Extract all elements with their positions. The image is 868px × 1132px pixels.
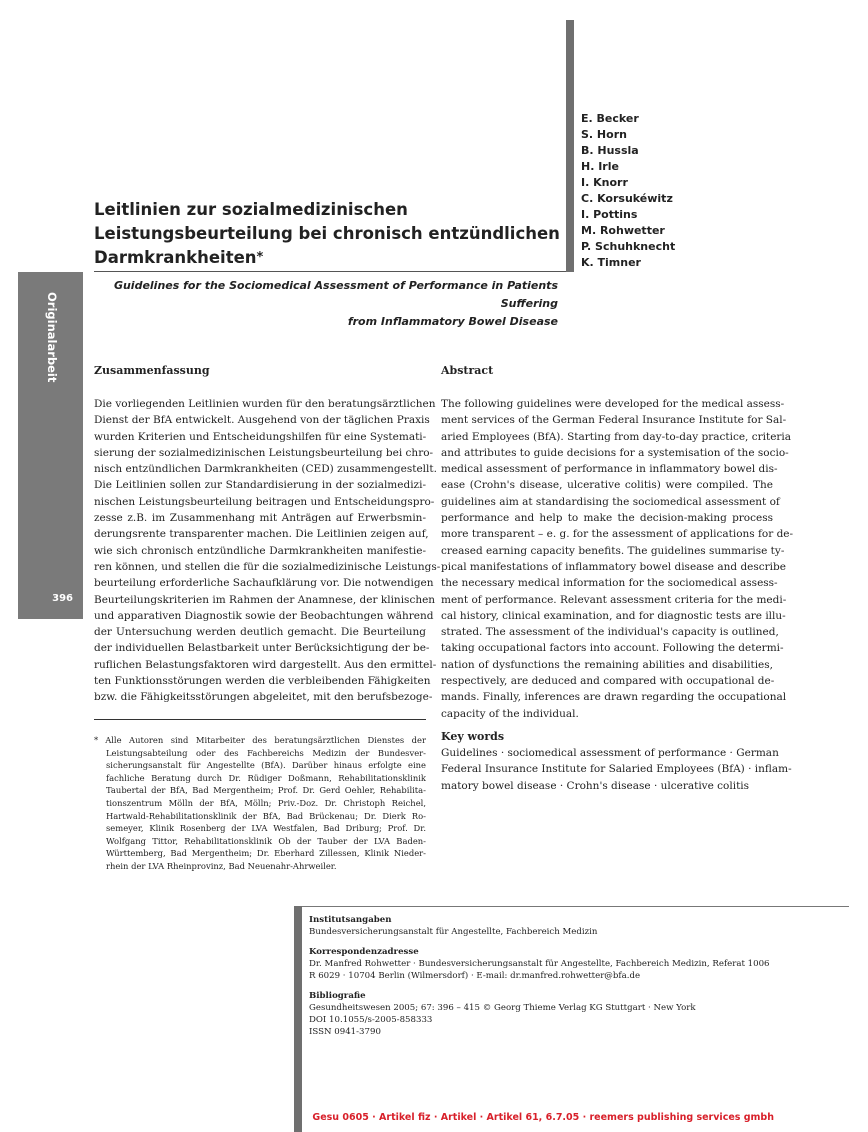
korrespondenz-line: R 6029 · 10704 Berlin (Wilmersdorf) · E-mail: dr.manfred.rohwetter@bfa.de — [309, 971, 641, 981]
footnote-line: Wolfgang Tittor, Rehabilitationsklinik Ob der Tauber der LVA Baden- — [106, 835, 426, 846]
keywords-body — [441, 745, 792, 794]
korrespondenz-line: Dr. Manfred Rohwetter · Bundesversicherungsanstalt für Angestellte, Fachbereich Medizin, Referat 1006 — [309, 959, 770, 969]
abstract-heading: Abstract — [441, 364, 494, 377]
title-rule — [94, 271, 566, 272]
text-line: Die vorliegenden Leitlinien wurden für den beratungsärztlichen — [94, 398, 436, 410]
author: E. Becker — [581, 112, 639, 125]
institut-line: Bundesversicherungsanstalt für Angestellte, Fachbereich Medizin — [309, 927, 598, 937]
author: H. Irle — [581, 160, 619, 173]
footnote-line: semeyer, Klinik Rosenberg der LVA Westfalen, Bad Driburg; Prof. Dr. — [106, 823, 426, 834]
text-line: performance and help to make the decision-making process — [441, 512, 773, 525]
page-number: 396 — [52, 593, 73, 604]
zusammenfassung-heading: Zusammenfassung — [94, 364, 210, 377]
text-line: ment of performance. Relevant assessment criteria for the medi- — [441, 593, 787, 606]
text-line: the necessary medical information for the sociomedical assess- — [441, 577, 778, 590]
text-line: und apparativen Diagnostik sowie der Beobachtungen während — [94, 609, 434, 622]
text-line: nation of dysfunctions the remaining abilities and disabilities, — [441, 658, 773, 671]
author: I. Knorr — [581, 176, 628, 189]
title-line: Darmkrankheiten* — [94, 248, 264, 267]
text-line: sierung der sozialmedizinischen Leistungsbeurteilung bei chro- — [94, 446, 434, 459]
bibliografie-heading: Bibliografie — [309, 991, 366, 1001]
text-line: zesse z.B. im Zusammenhang mit Anträgen auf Erwerbsmin- — [94, 512, 426, 525]
section-label: Originalarbeit — [45, 292, 59, 383]
footnote-line: sicherungsanstalt für Angestellte (BfA). Darüber hinaus erfolgte eine — [106, 760, 426, 771]
text-line: capacity of the individual. — [441, 707, 579, 720]
keyword-line: Guidelines · sociomedical assessment of performance · German — [441, 747, 779, 759]
footnote-line: Leistungsabteilung oder des Fachbereichs Medizin der Bundesver- — [106, 747, 426, 758]
text-line: creased earning capacity benefits. The guidelines summarise ty- — [441, 544, 785, 557]
text-line: derungsrente transparenter machen. Die Leitlinien zeigen auf, — [94, 528, 429, 541]
keyword-line: matory bowel disease · Crohn's disease · ulcerative colitis — [441, 779, 750, 792]
bibliografie-line: ISSN 0941-3790 — [309, 1027, 381, 1037]
text-line: cal history, clinical examination, and for diagnostic tests are illu- — [441, 609, 786, 622]
text-line: wie sich chronisch entzündliche Darmkrankheiten manifestie- — [94, 544, 426, 557]
title-line: Leistungsbeurteilung bei chronisch entzündlichen — [94, 224, 560, 243]
footnote-rule — [94, 719, 426, 720]
footnote-line: fachliche Beratung durch Dr. Rüdiger Doßmann, Rehabilitationsklinik — [106, 772, 426, 783]
text-line: Die Leitlinien sollen zur Standardisierung in der sozialmedizi- — [94, 479, 426, 492]
text-line: ten Funktionsstörungen werden die verbleibenden Fähigkeiten — [94, 675, 431, 688]
info-vertical-bar — [294, 906, 302, 1132]
text-line: beurteilung erforderliche Sachaufklärung vor. Die notwendigen — [94, 577, 434, 590]
zusammenfassung-body — [94, 396, 441, 706]
text-line: more transparent – e. g. for the assessment of applications for de- — [441, 528, 794, 541]
footnote-line: tionszentrum Mölln der BfA, Mölln; Priv.-Doz. Dr. Christoph Reichel, — [106, 797, 426, 808]
abstract-body — [441, 396, 794, 722]
text-line: respectively, are deduced and compared with occupational de- — [441, 675, 775, 688]
bibliografie-line: Gesundheitswesen 2005; 67: 396 – 415 © Georg Thieme Verlag KG Stuttgart · New York — [309, 1003, 696, 1013]
text-line: Beurteilungskriterien im Rahmen der Anamnese, der klinischen — [94, 593, 436, 606]
institut-heading: Institutsangaben — [309, 915, 392, 925]
author: B. Hussla — [581, 144, 639, 157]
author: I. Pottins — [581, 208, 638, 221]
keyword-line: Federal Insurance Institute for Salaried Employees (BfA) · inflam- — [441, 763, 792, 776]
text-line: nischen Leistungsbeurteilung beitragen und Entscheidungspro- — [94, 495, 435, 508]
footnote-line: Hartwald-Rehabilitationsklinik der BfA, Bad Brückenau; Dr. Dierk Ro- — [106, 810, 426, 821]
author: M. Rohwetter — [581, 224, 665, 237]
text-line: ment services of the German Federal Insurance Institute for Sal- — [441, 414, 787, 427]
top-vertical-bar — [566, 20, 574, 272]
title-line: Leitlinien zur sozialmedizinischen — [94, 200, 408, 219]
author-list — [581, 111, 675, 271]
text-line: taking occupational factors into account. Following the determi- — [441, 642, 784, 655]
subtitle-line: Guidelines for the Sociomedical Assessment of Performance in Patients Suffering — [113, 279, 558, 310]
footnote-line: Taubertal der BfA, Bad Mergentheim; Prof. Dr. Gerd Oehler, Rehabilita- — [106, 785, 426, 796]
text-line: The following guidelines were developed for the medical assess- — [441, 398, 785, 410]
author: K. Timner — [581, 256, 641, 269]
article-info-box — [309, 914, 770, 1038]
text-line: wurden Kriterien und Entscheidungshilfen für eine Systemati- — [94, 430, 427, 443]
footnote-line: Württemberg, Bad Mergentheim; Dr. Eberhard Zillessen, Klinik Nieder- — [106, 848, 426, 859]
info-rule — [302, 906, 849, 907]
article-subtitle — [94, 277, 558, 331]
author: P. Schuhknecht — [581, 240, 676, 253]
bibliografie-line: DOI 10.1055/s-2005-858333 — [309, 1015, 433, 1025]
subtitle-line: from Inflammatory Bowel Disease — [347, 315, 558, 328]
article-title — [94, 198, 562, 270]
text-line: der individuellen Belastbarkeit unter Berücksichtigung der be- — [94, 642, 430, 655]
footnote-line: rhein der LVA Rheinprovinz, Bad Neuenahr-Ahrweiler. — [106, 860, 337, 871]
text-line: strated. The assessment of the individual's capacity is outlined, — [441, 626, 779, 639]
text-line: ren können, und stellen die für die sozialmedizinische Leistungs- — [94, 560, 441, 573]
text-line: Dienst der BfA entwickelt. Ausgehend von der täglichen Praxis — [94, 414, 430, 427]
text-line: bzw. die Fähigkeitsstörungen abgeleitet, mit den berufsbezoge- — [94, 691, 433, 704]
text-line: ruflichen Belastungsfaktoren wird dargestellt. Aus den ermittel- — [94, 658, 437, 671]
korrespondenz-heading: Korrespondenzadresse — [309, 947, 419, 957]
text-line: ease (Crohn's disease, ulcerative colitis) were compiled. The — [441, 479, 773, 492]
author: C. Korsukéwitz — [581, 192, 673, 205]
section-side-tab — [18, 272, 83, 619]
text-line: aried Employees (BfA). Starting from day-to-day practice, criteria — [441, 430, 792, 443]
title-footnote-marker: * — [256, 250, 264, 265]
text-line: and attributes to guide decisions for a systemisation of the socio- — [441, 446, 789, 459]
text-line: der Untersuchung werden deutlich gemacht. Die Beurteilung — [94, 626, 426, 639]
keywords-heading: Key words — [441, 730, 505, 743]
author: S. Horn — [581, 128, 627, 141]
text-line: nisch entzündlichen Darmkrankheiten (CED) zusammengestellt. — [94, 463, 437, 476]
author-footnote — [94, 734, 426, 873]
footnote-line: * Alle Autoren sind Mitarbeiter des beratungsärztlichen Dienstes der — [94, 735, 426, 745]
text-line: medical assessment of performance in inflammatory bowel dis- — [441, 463, 778, 476]
text-line: mands. Finally, inferences are drawn regarding the occupational — [441, 691, 787, 704]
text-line: pical manifestations of inflammatory bowel disease and describe — [441, 560, 786, 573]
text-line: guidelines aim at standardising the sociomedical assessment of — [441, 495, 780, 508]
footnote-marker: * — [94, 735, 99, 745]
production-footer: Gesu 0605 · Artikel fiz · Artikel · Artikel 61, 6.7.05 · reemers publishing services gmbh — [312, 1112, 774, 1123]
